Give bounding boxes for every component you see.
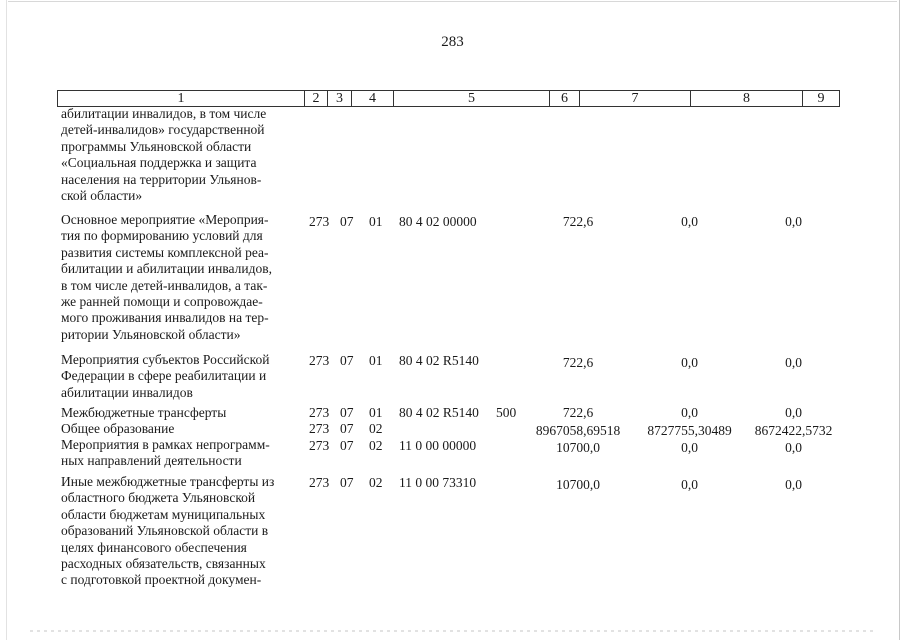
cell-col-4: 02 xyxy=(369,438,383,453)
row-text-line: билитации и абилитации инвалидов, xyxy=(61,261,272,277)
page-edge xyxy=(6,0,7,640)
table-row-name xyxy=(61,352,296,401)
cell-col-2: 273 xyxy=(309,214,330,229)
cell-col-3: 07 xyxy=(340,421,354,436)
row-text-line: мого проживания инвалидов на тер- xyxy=(61,310,269,326)
cell-col-9: 0,0 xyxy=(785,214,802,229)
cell-col-5: 11 0 00 00000 xyxy=(399,438,477,453)
row-text-line: тия по формированию условий для xyxy=(61,228,263,244)
table-row-name xyxy=(61,421,296,437)
cell-col-7: 722,6 xyxy=(562,214,594,229)
table-row-name xyxy=(61,474,296,589)
cell-col-4: 01 xyxy=(369,405,383,420)
row-text-line: расходных обязательств, связанных xyxy=(61,556,266,572)
cell-col-4: 01 xyxy=(369,353,383,368)
cell-col-9: 0,0 xyxy=(785,440,802,455)
cell-col-2: 273 xyxy=(309,421,330,436)
table-row-name xyxy=(61,106,296,204)
cell-col-3: 07 xyxy=(340,438,354,453)
table-header-row xyxy=(57,90,840,107)
cell-col-8: 0,0 xyxy=(681,214,698,229)
row-text-line: Межбюджетные трансферты xyxy=(61,405,227,420)
table-row-name xyxy=(61,405,296,421)
cell-col-4: 02 xyxy=(369,421,383,436)
row-text-line: населения на территории Ульянов- xyxy=(61,171,262,187)
row-text-line: «Социальная поддержка и защита xyxy=(61,155,257,171)
cell-col-7: 722,6 xyxy=(562,405,594,420)
header-col-8: 8 xyxy=(743,91,750,106)
header-col-7: 7 xyxy=(631,91,639,106)
row-text-line: ритории Ульяновской области» xyxy=(61,326,241,342)
cell-col-2: 273 xyxy=(309,438,330,453)
header-col-3: 3 xyxy=(336,91,343,106)
page-edge xyxy=(899,0,900,640)
cell-col-4: 02 xyxy=(369,475,383,490)
row-text-line: Мероприятия в рамках непрограмм- xyxy=(61,437,270,452)
row-text-line: областного бюджета Ульяновской xyxy=(61,490,256,506)
cell-col-7: 10700,0 xyxy=(556,477,600,492)
page-edge xyxy=(8,1,897,2)
cell-col-2: 273 xyxy=(309,475,330,490)
cell-col-3: 07 xyxy=(340,214,354,229)
row-text-line: целях финансового обеспечения xyxy=(61,539,247,555)
cell-col-9: 0,0 xyxy=(785,405,802,420)
row-text-line: детей-инвалидов» государственной xyxy=(61,122,265,138)
row-text-line: Федерации в сфере реабилитации и xyxy=(61,368,267,384)
table-row-name xyxy=(61,437,296,470)
header-col-4: 4 xyxy=(369,91,376,106)
cell-col-3: 07 xyxy=(340,475,354,490)
row-text-line: Основное мероприятие «Мероприя- xyxy=(61,212,269,227)
cell-col-2: 273 xyxy=(309,405,330,420)
row-text-line: Мероприятия субъектов Российской xyxy=(61,352,270,367)
row-text-line: ных направлений деятельности xyxy=(61,453,242,469)
scan-noise-strip xyxy=(30,630,875,632)
cell-col-7: 10700,0 xyxy=(556,440,600,455)
row-text-line: же ранней помощи и сопровождае- xyxy=(61,294,263,310)
cell-col-2: 273 xyxy=(309,353,330,368)
cell-col-8: 8727755,30489 xyxy=(647,423,732,438)
cell-col-7: 8967058,69518 xyxy=(535,423,621,438)
table-row-name xyxy=(61,212,296,343)
row-text-line: абилитации инвалидов xyxy=(61,384,193,400)
cell-col-5: 11 0 00 73310 xyxy=(399,475,477,490)
row-text-line: в том числе детей-инвалидов, а так- xyxy=(61,277,268,293)
page-number: 283 xyxy=(441,34,464,50)
cell-col-7: 722,6 xyxy=(562,355,594,370)
cell-col-5: 80 4 02 00000 xyxy=(399,214,477,229)
cell-col-9: 8672422,5732 xyxy=(754,423,833,438)
header-col-1: 1 xyxy=(177,91,185,106)
row-text-line: с подготовкой проектной докумен- xyxy=(61,572,262,588)
header-col-9: 9 xyxy=(817,91,825,106)
header-col-2: 2 xyxy=(312,91,320,106)
cell-col-6: 500 xyxy=(496,405,517,420)
header-col-5: 5 xyxy=(468,91,475,106)
row-text-line: ской области» xyxy=(61,188,143,204)
row-text-line: программы Ульяновской области xyxy=(61,138,252,154)
cell-col-5: 80 4 02 R5140 xyxy=(399,405,479,420)
cell-col-8: 0,0 xyxy=(681,355,698,370)
header-col-6: 6 xyxy=(561,91,568,106)
row-text-line: образований Ульяновской области в xyxy=(61,523,269,539)
row-text-line: области бюджетам муниципальных xyxy=(61,506,266,522)
row-text-line: Иные межбюджетные трансферты из xyxy=(61,474,275,489)
cell-col-4: 01 xyxy=(369,214,383,229)
row-text-line: развития системы комплексной реа- xyxy=(61,244,269,260)
cell-col-3: 07 xyxy=(340,405,354,420)
cell-col-8: 0,0 xyxy=(681,405,698,420)
row-text-line: абилитации инвалидов, в том числе xyxy=(61,106,267,121)
cell-col-8: 0,0 xyxy=(681,477,698,492)
cell-col-9: 0,0 xyxy=(785,355,802,370)
cell-col-9: 0,0 xyxy=(785,477,802,492)
row-text-line: Общее образование xyxy=(61,421,175,436)
cell-col-8: 0,0 xyxy=(681,440,698,455)
cell-col-5: 80 4 02 R5140 xyxy=(399,353,479,368)
cell-col-3: 07 xyxy=(340,353,354,368)
